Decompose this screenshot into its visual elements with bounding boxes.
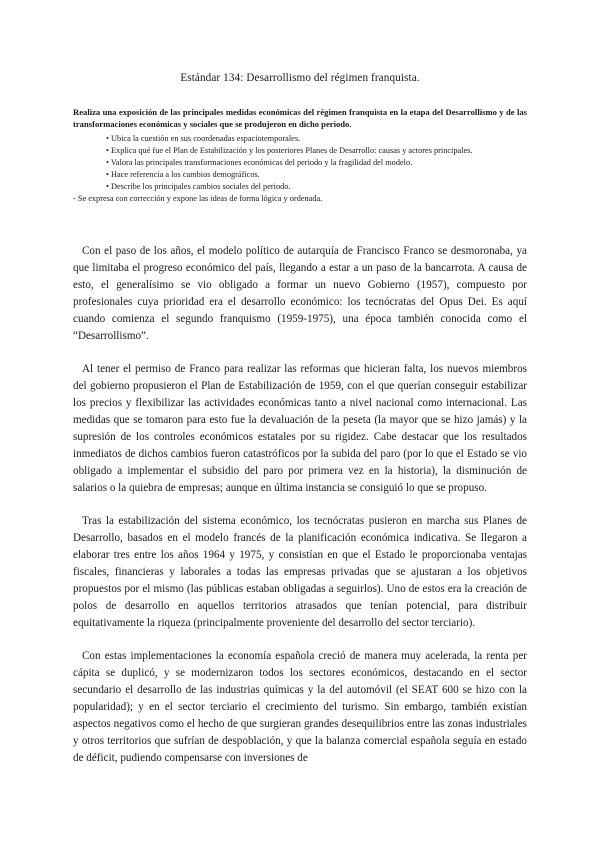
essay-paragraph-1: Con el paso de los años, el modelo político de autarquía de Francisco Franco se desmoronaba, ya que limitaba el progreso económico del país, llegando a estar a un paso de la bancarrota. A causa de esto, el generalísimo se vio obligado a formar un nuevo Gobierno (1957), compuesto por profesionales cuya prioridad era el desarrollo económico: los tecnócratas del Opus Dei. Es aquí cuando comienza el segundo franquismo (1959-1975), una época también conocida como el “Desarrollismo”. <box>73 245 527 342</box>
criterion-item-expression: - Se expresa con corrección y expone las ideas de forma lógica y ordenada. <box>73 194 323 204</box>
essay-paragraph-3: Tras la estabilización del sistema económico, los tecnócratas pusieron en marcha sus Planes de Desarrollo, basados en el modelo francés de la planificación económica indicativa. Se llegaron a elaborar tres entre los años 1964 y 1975, y consistían en que el Estado le proporcionaba ventajas fiscales, financieras y laborales a todas las empresas privadas que se ajustaran a los objetivos propuestos por el mismo (las públicas estaban obligadas a seguirlos). Uno de estos era la creación de polos de desarrollo en aquellos territorios atrasados que tenían potencial, para distribuir equitativamente la riqueza (principalmente proveniente del desarrollo del sector terciario). <box>73 515 527 629</box>
criterion-item: • Hace referencia a los cambios demográficos. <box>106 170 260 180</box>
document-title: Estándar 134: Desarrollismo del régimen franquista. <box>180 72 420 84</box>
essay-paragraph-4: Con estas implementaciones la economía española creció de manera muy acelerada, la renta per cápita se duplicó, y se modernizaron todos los sectores económicos, destacando en el sector secundario el desarrollo de las industrias químicas y la del automóvil (el SEAT 600 se hizo con la popularidad); y en el sector terciario el crecimiento del turismo. Sin embargo, también existían aspectos negativos como el hecho de que surgieran grandes desequilibrios entre las zonas industriales y otros territorios que sufrían de despoblación, y que la balanza comercial española seguía en estado de déficit, pudiendo compensarse con inversiones de <box>73 650 527 764</box>
assignment-prompt: Realiza una exposición de las principales medidas económicas del régimen franquista en la etapa del Desarrollismo y de las transformaciones económicas y sociales que se produjeron en dicho periodo. <box>73 107 527 130</box>
criterion-item: • Describe los principales cambios sociales del periodo. <box>106 182 291 192</box>
essay-body <box>73 243 527 784</box>
evaluation-criteria <box>73 133 527 206</box>
criterion-item: • Explica qué fue el Plan de Estabilización y los posteriores Planes de Desarrollo: causas y actores principales. <box>106 146 473 156</box>
criterion-item: • Ubica la cuestión en sus coordenadas espaciotemporales. <box>106 134 301 143</box>
criterion-item: • Valora las principales transformaciones económicas del periodo y la fragilidad del modelo. <box>106 158 413 168</box>
essay-paragraph-2: Al tener el permiso de Franco para realizar las reformas que hicieran falta, los nuevos miembros del gobierno propusieron el Plan de Estabilización de 1959, con el que querían conseguir estabilizar los precios y flexibilizar las actividades económicas tanto a nivel nacional como internacional. Las medidas que se tomaron para esto fue la devaluación de la peseta (la mayor que se hizo jamás) y la supresión de los controles económicos estatales por su rigidez. Cabe destacar que los resultados inmediatos de dichos cambios fueron catastróficos por la subida del paro (por lo que el Estado se vio obligado a implementar el subsidio del paro por primera vez en la historia), la disminución de salarios o la quiebra de empresas; aunque en última instancia se consiguió lo que se propuso. <box>73 363 527 494</box>
